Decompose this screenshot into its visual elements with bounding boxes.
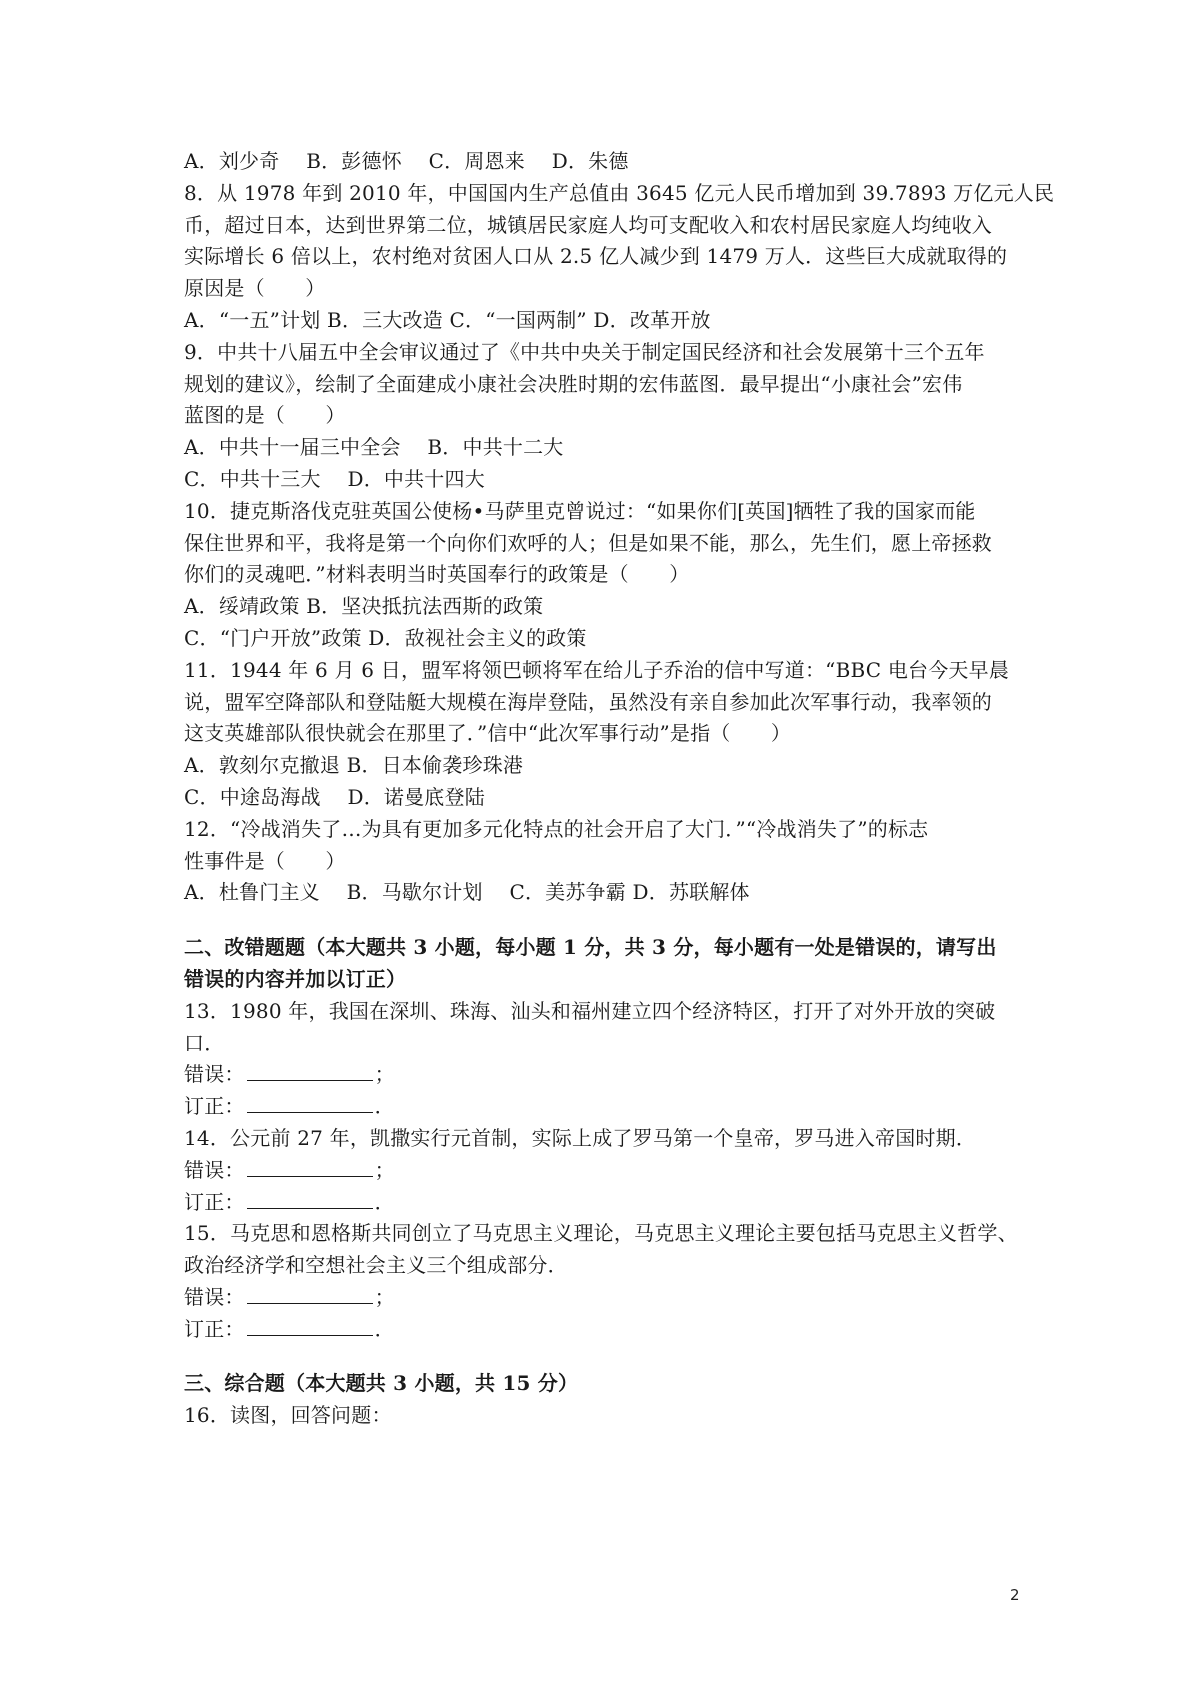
q10-options-line-1: A．绥靖政策 B．坚决抵抗法西斯的政策 xyxy=(184,594,544,619)
q13-error-row xyxy=(184,1059,1034,1091)
q11-options-line-2: C．中途岛海战 D．诺曼底登陆 xyxy=(184,784,485,809)
q9-stem-line-2: 规划的建议》，绘制了全面建成小康社会决胜时期的宏伟蓝图．最早提出“小康社会”宏伟 xyxy=(184,371,963,396)
q13-stem-line-1: 13．1980 年，我国在深圳、珠海、汕头和福州建立四个经济特区，打开了对外开放的突破 xyxy=(184,998,996,1023)
error-answer-blank[interactable] xyxy=(247,1283,373,1304)
correct-label: 订正： xyxy=(184,1094,245,1119)
q8-stem-line-3: 实际增长 6 倍以上，农村绝对贫困人口从 2.5 亿人减少到 1479 万人．这些巨大成就取得的 xyxy=(184,244,1008,269)
section-spacer xyxy=(184,909,1034,932)
q10-options-line-2: C．“门户开放”政策 D．敌视社会主义的政策 xyxy=(184,625,587,650)
section-spacer xyxy=(184,1345,1034,1368)
q15-stem-line-1: 15．马克思和恩格斯共同创立了马克思主义理论，马克思主义理论主要包括马克思主义哲学、 xyxy=(184,1221,1018,1246)
error-answer-blank[interactable] xyxy=(247,1156,373,1177)
q12-options: A．杜鲁门主义 B．马歇尔计划 C．美苏争霸 D．苏联解体 xyxy=(184,880,750,905)
q11-stem-line-3: 这支英雄部队很快就会在那里了．”信中“此次军事行动”是指（ ） xyxy=(184,721,792,746)
correct-end-punct: ． xyxy=(374,1189,395,1214)
q7-options: A．刘少奇 B．彭德怀 C．周恩来 D．朱德 xyxy=(184,149,629,173)
error-end-punct: ； xyxy=(374,1284,395,1309)
q14-stem-line-1: 14．公元前 27 年，凯撒实行元首制，实际上成了罗马第一个皇帝，罗马进入帝国时期． xyxy=(184,1125,977,1150)
q15-error-row xyxy=(184,1282,1034,1314)
correct-end-punct: ． xyxy=(374,1094,395,1119)
q9-options-line-2: C．中共十三大 D．中共十四大 xyxy=(184,466,485,491)
q9-stem-line-1: 9．中共十八届五中全会审议通过了《中共中央关于制定国民经济和社会发展第十三个五年 xyxy=(184,339,985,364)
error-end-punct: ； xyxy=(374,1157,395,1182)
correct-end-punct: ． xyxy=(374,1316,395,1341)
error-label: 错误： xyxy=(184,1157,245,1182)
q12-stem-line-1: 12．“冷战消失了…为具有更加多元化特点的社会开启了大门．”“冷战消失了”的标志 xyxy=(184,816,929,841)
correct-answer-blank[interactable] xyxy=(247,1188,373,1209)
page-number: 2 xyxy=(1010,1586,1020,1604)
q14-error-row xyxy=(184,1155,1034,1187)
q12-stem-line-2: 性事件是（ ） xyxy=(184,848,346,873)
q14-correct-row xyxy=(184,1187,1034,1219)
q9-options-line-1: A．中共十一届三中全会 B．中共十二大 xyxy=(184,435,564,460)
page-content xyxy=(184,146,1055,1432)
q8-stem-line-4: 原因是（ ） xyxy=(184,276,326,301)
correct-label: 订正： xyxy=(184,1316,245,1341)
section-2-heading-line-2: 错误的内容并加以订正） xyxy=(184,966,407,991)
q10-stem-line-1: 10．捷克斯洛伐克驻英国公使杨•马萨里克曾说过：“如果你们[英国]牺牲了我的国家而能 xyxy=(184,498,976,523)
error-answer-blank[interactable] xyxy=(247,1060,373,1081)
q9-stem-line-3: 蓝图的是（ ） xyxy=(184,403,346,428)
section-2-heading-line-1: 二、改错题题（本大题共 3 小题，每小题 1 分，共 3 分，每小题有一处是错误的，请写出 xyxy=(184,935,997,960)
error-label: 错误： xyxy=(184,1284,245,1309)
q11-stem-line-2: 说，盟军空降部队和登陆艇大规模在海岸登陆，虽然没有亲自参加此次军事行动，我率领的 xyxy=(184,689,992,714)
q11-options-line-1: A．敦刻尔克撤退 B．日本偷袭珍珠港 xyxy=(184,753,524,778)
q13-stem-line-2: 口． xyxy=(184,1030,225,1055)
q11-stem-line-1: 11．1944 年 6 月 6 日，盟军将领巴顿将军在给儿子乔治的信中写道：“BBC 电台今天早晨 xyxy=(184,657,1010,682)
q8-stem-line-2: 币，超过日本，达到世界第二位，城镇居民家庭人均可支配收入和农村居民家庭人均纯收入 xyxy=(184,212,992,237)
section-3-heading: 三、综合题（本大题共 3 小题，共 15 分） xyxy=(184,1371,579,1396)
correct-answer-blank[interactable] xyxy=(247,1315,373,1336)
q16-stem: 16．读图，回答问题： xyxy=(184,1403,392,1428)
error-end-punct: ； xyxy=(374,1062,395,1087)
q8-stem-line-1: 8．从 1978 年到 2010 年，中国国内生产总值由 3645 亿元人民币增加到 39.7893 万亿元人民 xyxy=(184,180,1055,205)
correct-answer-blank[interactable] xyxy=(247,1092,373,1113)
q15-stem-line-2: 政治经济学和空想社会主义三个组成部分． xyxy=(184,1253,568,1278)
q13-correct-row xyxy=(184,1091,1034,1123)
q8-options: A．“一五”计划 B．三大改造 C．“一国两制” D．改革开放 xyxy=(184,307,711,332)
error-label: 错误： xyxy=(184,1062,245,1087)
correct-label: 订正： xyxy=(184,1189,245,1214)
q10-stem-line-3: 你们的灵魂吧．”材料表明当时英国奉行的政策是（ ） xyxy=(184,562,690,587)
q10-stem-line-2: 保住世界和平，我将是第一个向你们欢呼的人；但是如果不能，那么，先生们，愿上帝拯救 xyxy=(184,530,992,555)
q15-correct-row xyxy=(184,1314,1034,1346)
